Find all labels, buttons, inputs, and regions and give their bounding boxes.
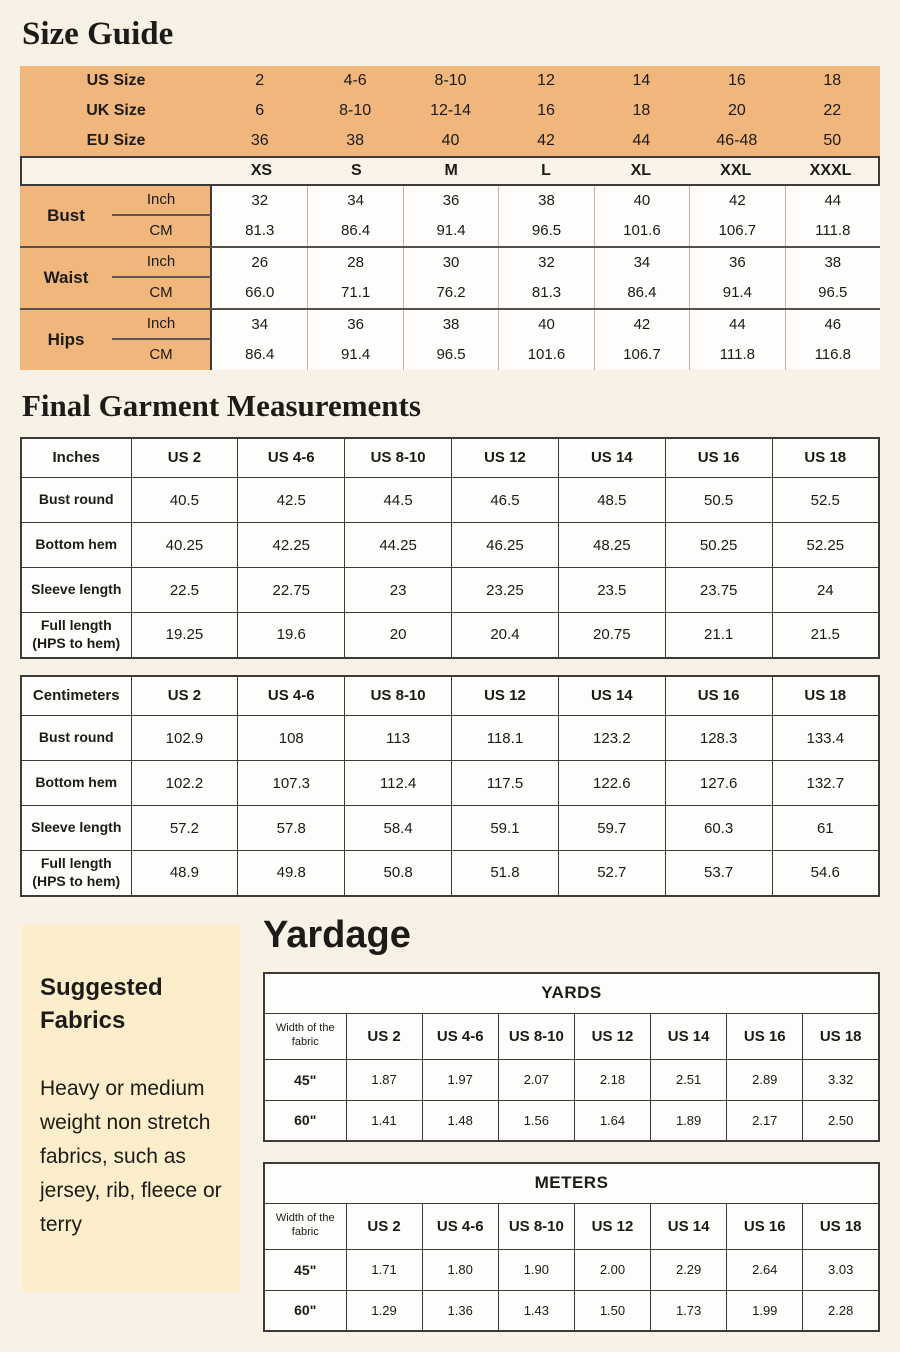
size-value: 38: [346, 131, 365, 149]
page-title: Size Guide: [22, 16, 174, 52]
yardage-value: 2.28: [803, 1290, 879, 1331]
unit-title-row: [264, 973, 879, 1013]
size-header: US 18: [772, 438, 879, 478]
yardage-title: Yardage: [263, 913, 411, 956]
measurement-value: 52.7: [558, 851, 665, 896]
measurement-name: Waist: [20, 248, 112, 308]
cm-value: 106.7: [689, 216, 784, 246]
cm-value: 86.4: [594, 278, 689, 308]
letter-size-row: [20, 156, 880, 186]
cm-value: 96.5: [785, 278, 880, 308]
cm-value: 76.2: [403, 278, 498, 308]
yardage-value: 1.56: [498, 1100, 574, 1141]
size-value: 4-6: [343, 71, 367, 89]
size-value: 6: [255, 101, 265, 119]
inch-value: 36: [307, 310, 402, 340]
yardage-value: 2.50: [803, 1100, 879, 1141]
size-header: US 4-6: [422, 1203, 498, 1249]
fabric-width-label: 45": [264, 1249, 346, 1290]
table-row: [264, 1100, 879, 1141]
measurement-value: 20: [345, 613, 452, 658]
table-row: [21, 523, 879, 568]
measurement-value: 42.5: [238, 478, 345, 523]
garment-centimeters-table: [20, 675, 880, 897]
measurement-value: 54.6: [772, 851, 879, 896]
size-header: US 2: [131, 676, 238, 716]
yardage-value: 2.89: [727, 1059, 803, 1100]
measurement-value: 44.5: [345, 478, 452, 523]
size-header: US 16: [665, 438, 772, 478]
inch-value: 32: [251, 192, 269, 210]
inch-value: 44: [689, 310, 784, 340]
header-row: [264, 1203, 879, 1249]
letter-size: M: [444, 161, 458, 179]
cm-value: 116.8: [785, 340, 880, 370]
cm-value: 91.4: [689, 278, 784, 308]
yardage-value: 1.97: [422, 1059, 498, 1100]
letter-size: S: [350, 161, 362, 179]
fabric-width-header: Width of the fabric: [264, 1203, 346, 1249]
conversion-row: [20, 66, 880, 96]
measurement-value: 46.25: [452, 523, 559, 568]
yardage-value: 1.64: [574, 1100, 650, 1141]
inch-value: 34: [594, 248, 689, 278]
cm-value: 91.4: [403, 216, 498, 246]
cm-value: 96.5: [403, 340, 498, 370]
inch-value: 46: [785, 310, 880, 340]
table-row: [21, 568, 879, 613]
measurement-name: Hips: [20, 310, 112, 370]
size-header: US 12: [574, 1013, 650, 1059]
measurement-value: 19.6: [238, 613, 345, 658]
unit-header: Centimeters: [21, 676, 131, 716]
inch-value: 30: [403, 248, 498, 278]
measurement-row-label: Bust round: [21, 716, 131, 761]
yardage-value: 1.41: [346, 1100, 422, 1141]
yardage-value: 2.17: [727, 1100, 803, 1141]
inch-value: 36: [403, 186, 498, 216]
table-row: [264, 1059, 879, 1100]
inch-value: 40: [594, 186, 689, 216]
measurement-value: 117.5: [452, 761, 559, 806]
size-value: 16: [537, 101, 555, 119]
cm-value: 86.4: [245, 346, 275, 364]
yardage-value: 1.99: [727, 1290, 803, 1331]
measurement-row-label: Bust round: [21, 478, 131, 523]
yardage-value: 2.29: [651, 1249, 727, 1290]
inch-value: 44: [785, 186, 880, 216]
table-row: [21, 478, 879, 523]
header-row: [21, 676, 879, 716]
measurement-value: 128.3: [665, 716, 772, 761]
measurement-value: 51.8: [452, 851, 559, 896]
inch-value: 38: [785, 248, 880, 278]
measurement-row-label: Full length (HPS to hem): [21, 613, 131, 658]
measurement-value: 52.25: [772, 523, 879, 568]
unit-label-inch: Inch: [112, 248, 212, 278]
yardage-value: 1.80: [422, 1249, 498, 1290]
size-header: US 2: [346, 1013, 422, 1059]
measurement-value: 118.1: [452, 716, 559, 761]
inch-value: 36: [689, 248, 784, 278]
measurement-value: 23: [345, 568, 452, 613]
unit-title-row: [264, 1163, 879, 1203]
inch-value: 26: [251, 254, 269, 272]
size-conversion-table: [20, 66, 880, 370]
measurement-value: 20.75: [558, 613, 665, 658]
size-header: US 18: [803, 1013, 879, 1059]
cm-value: 86.4: [307, 216, 402, 246]
letter-size: L: [541, 161, 551, 179]
measurement-row-label: Bottom hem: [21, 761, 131, 806]
size-header: US 12: [452, 438, 559, 478]
measurement-value: 22.75: [238, 568, 345, 613]
conversion-row: [20, 126, 880, 156]
measurement-value: 61: [772, 806, 879, 851]
size-value: 12-14: [430, 101, 472, 119]
yardage-value: 2.18: [574, 1059, 650, 1100]
size-value: 14: [632, 71, 651, 89]
measurement-value: 127.6: [665, 761, 772, 806]
measurement-value: 113: [345, 716, 452, 761]
size-header: US 2: [131, 438, 238, 478]
unit-title: METERS: [264, 1163, 879, 1203]
cm-value: 81.3: [245, 222, 275, 240]
letter-size: XL: [630, 161, 652, 179]
fabric-width-label: 60": [264, 1100, 346, 1141]
fabric-width-header: Width of the fabric: [264, 1013, 346, 1059]
measurement-name: Bust: [20, 186, 112, 246]
size-system-label: UK Size: [86, 101, 146, 119]
measurement-value: 57.8: [238, 806, 345, 851]
size-header: US 8-10: [498, 1013, 574, 1059]
measurement-value: 108: [238, 716, 345, 761]
yardage-value: 2.07: [498, 1059, 574, 1100]
table-row: [264, 1290, 879, 1331]
measurement-value: 24: [772, 568, 879, 613]
measurement-value: 52.5: [772, 478, 879, 523]
letter-size: XXL: [720, 161, 752, 179]
cm-value: 101.6: [498, 340, 593, 370]
measurement-value: 23.75: [665, 568, 772, 613]
table-row: [264, 1249, 879, 1290]
size-header: US 14: [651, 1013, 727, 1059]
measurement-value: 112.4: [345, 761, 452, 806]
measurement-row-label: Sleeve length: [21, 806, 131, 851]
measurement-value: 50.8: [345, 851, 452, 896]
header-row: [264, 1013, 879, 1059]
measurement-value: 123.2: [558, 716, 665, 761]
size-header: US 16: [727, 1013, 803, 1059]
size-value: 22: [823, 101, 842, 119]
measurement-group: [20, 308, 880, 370]
measurement-value: 60.3: [665, 806, 772, 851]
measurement-value: 44.25: [345, 523, 452, 568]
size-header: US 16: [665, 676, 772, 716]
measurement-value: 23.5: [558, 568, 665, 613]
size-value: 8-10: [339, 101, 372, 119]
size-value: 46-48: [716, 131, 758, 149]
measurement-value: 40.5: [131, 478, 238, 523]
cm-value: 111.8: [689, 340, 784, 370]
table-row: [21, 806, 879, 851]
size-value: 40: [441, 131, 460, 149]
yardage-value: 1.90: [498, 1249, 574, 1290]
inch-value: 34: [307, 186, 402, 216]
fabric-width-label: 60": [264, 1290, 346, 1331]
cm-value: 66.0: [245, 284, 275, 302]
measurement-value: 50.25: [665, 523, 772, 568]
measurement-value: 20.4: [452, 613, 559, 658]
cm-value: 106.7: [594, 340, 689, 370]
size-system-label: US Size: [86, 71, 146, 89]
measurement-value: 57.2: [131, 806, 238, 851]
measurement-value: 49.8: [238, 851, 345, 896]
measurement-group: [20, 246, 880, 308]
size-value: 16: [727, 71, 746, 89]
size-header: US 4-6: [422, 1013, 498, 1059]
measurement-value: 21.5: [772, 613, 879, 658]
yardage-value: 3.03: [803, 1249, 879, 1290]
measurement-value: 48.9: [131, 851, 238, 896]
measurement-value: 42.25: [238, 523, 345, 568]
unit-label-inch: Inch: [112, 310, 212, 340]
size-header: US 14: [651, 1203, 727, 1249]
inch-value: 40: [498, 310, 593, 340]
inch-value: 32: [498, 248, 593, 278]
suggested-fabrics-panel: [22, 925, 240, 1292]
table-row: [21, 716, 879, 761]
cm-value: 101.6: [594, 216, 689, 246]
yardage-value: 1.73: [651, 1290, 727, 1331]
size-value: 20: [727, 101, 746, 119]
measurement-value: 19.25: [131, 613, 238, 658]
unit-label-inch: Inch: [112, 186, 212, 216]
suggested-fabrics-text: Heavy or medium weight non stretch fabrics, such as jersey, rib, fleece or terry: [40, 1076, 222, 1236]
table-row: [21, 761, 879, 806]
body-measurement-groups: [20, 186, 880, 370]
unit-label-cm: CM: [112, 340, 212, 370]
size-value: 36: [250, 131, 269, 149]
conversion-row: [20, 96, 880, 126]
size-value: 42: [537, 131, 555, 149]
size-header: US 2: [346, 1203, 422, 1249]
measurement-value: 53.7: [665, 851, 772, 896]
size-value: 8-10: [434, 71, 467, 89]
measurement-value: 46.5: [452, 478, 559, 523]
inch-value: 28: [307, 248, 402, 278]
yards-table: [263, 972, 880, 1142]
measurement-row-label: Sleeve length: [21, 568, 131, 613]
measurement-value: 22.5: [131, 568, 238, 613]
size-header: US 4-6: [238, 438, 345, 478]
size-value: 18: [823, 71, 842, 89]
measurement-value: 48.5: [558, 478, 665, 523]
measurement-value: 132.7: [772, 761, 879, 806]
size-header: US 14: [558, 676, 665, 716]
cm-value: 96.5: [498, 216, 593, 246]
garment-inches-table: [20, 437, 880, 659]
size-conversion-rows: [20, 66, 880, 156]
yardage-value: 1.71: [346, 1249, 422, 1290]
measurement-row-label: Bottom hem: [21, 523, 131, 568]
yardage-value: 1.43: [498, 1290, 574, 1331]
inch-value: 38: [403, 310, 498, 340]
measurement-value: 59.7: [558, 806, 665, 851]
inch-value: 42: [594, 310, 689, 340]
yardage-value: 2.00: [574, 1249, 650, 1290]
size-header: US 8-10: [498, 1203, 574, 1249]
size-header: US 12: [452, 676, 559, 716]
yardage-section: [22, 913, 900, 1352]
size-header: US 12: [574, 1203, 650, 1249]
header-row: [21, 438, 879, 478]
measurement-value: 50.5: [665, 478, 772, 523]
measurement-value: 40.25: [131, 523, 238, 568]
measurement-row-label: Full length (HPS to hem): [21, 851, 131, 896]
measurement-value: 48.25: [558, 523, 665, 568]
measurement-value: 107.3: [238, 761, 345, 806]
yardage-value: 1.29: [346, 1290, 422, 1331]
cm-value: 81.3: [498, 278, 593, 308]
yardage-value: 2.64: [727, 1249, 803, 1290]
measurement-value: 122.6: [558, 761, 665, 806]
size-header: US 16: [727, 1203, 803, 1249]
measurement-value: 102.9: [131, 716, 238, 761]
table-row: [21, 851, 879, 896]
measurement-value: 21.1: [665, 613, 772, 658]
fabric-width-label: 45": [264, 1059, 346, 1100]
unit-label-cm: CM: [112, 278, 212, 308]
yardage-value: 1.48: [422, 1100, 498, 1141]
measurement-value: 102.2: [131, 761, 238, 806]
unit-title: YARDS: [264, 973, 879, 1013]
inch-value: 34: [251, 316, 269, 334]
unit-header: Inches: [21, 438, 131, 478]
inch-value: 38: [498, 186, 593, 216]
size-value: 50: [823, 131, 842, 149]
measurement-group: [20, 186, 880, 246]
size-header: US 14: [558, 438, 665, 478]
yardage-value: 3.32: [803, 1059, 879, 1100]
table-row: [21, 613, 879, 658]
size-value: 18: [632, 101, 651, 119]
measurement-value: 59.1: [452, 806, 559, 851]
yardage-value: 1.36: [422, 1290, 498, 1331]
size-system-label: EU Size: [86, 131, 146, 149]
size-value: 44: [632, 131, 651, 149]
cm-value: 71.1: [307, 278, 402, 308]
cm-value: 91.4: [307, 340, 402, 370]
size-value: 2: [255, 71, 265, 89]
suggested-fabrics-heading: Suggested Fabrics: [40, 973, 163, 1035]
meters-table: [263, 1162, 880, 1332]
size-header: US 8-10: [345, 438, 452, 478]
yardage-value: 1.89: [651, 1100, 727, 1141]
size-header: US 18: [803, 1203, 879, 1249]
garment-measurements-title: Final Garment Measurements: [22, 387, 421, 423]
unit-label-cm: CM: [112, 216, 212, 246]
size-header: US 8-10: [345, 676, 452, 716]
yardage-value: 1.87: [346, 1059, 422, 1100]
letter-size: XXXL: [809, 161, 852, 179]
size-header: US 4-6: [238, 676, 345, 716]
size-header: US 18: [772, 676, 879, 716]
measurement-value: 58.4: [345, 806, 452, 851]
inch-value: 42: [689, 186, 784, 216]
measurement-value: 23.25: [452, 568, 559, 613]
cm-value: 111.8: [785, 216, 880, 246]
yardage-main: [263, 913, 880, 1352]
size-value: 12: [537, 71, 555, 89]
yardage-value: 1.50: [574, 1290, 650, 1331]
letter-size: XS: [250, 161, 273, 179]
measurement-value: 133.4: [772, 716, 879, 761]
yardage-value: 2.51: [651, 1059, 727, 1100]
